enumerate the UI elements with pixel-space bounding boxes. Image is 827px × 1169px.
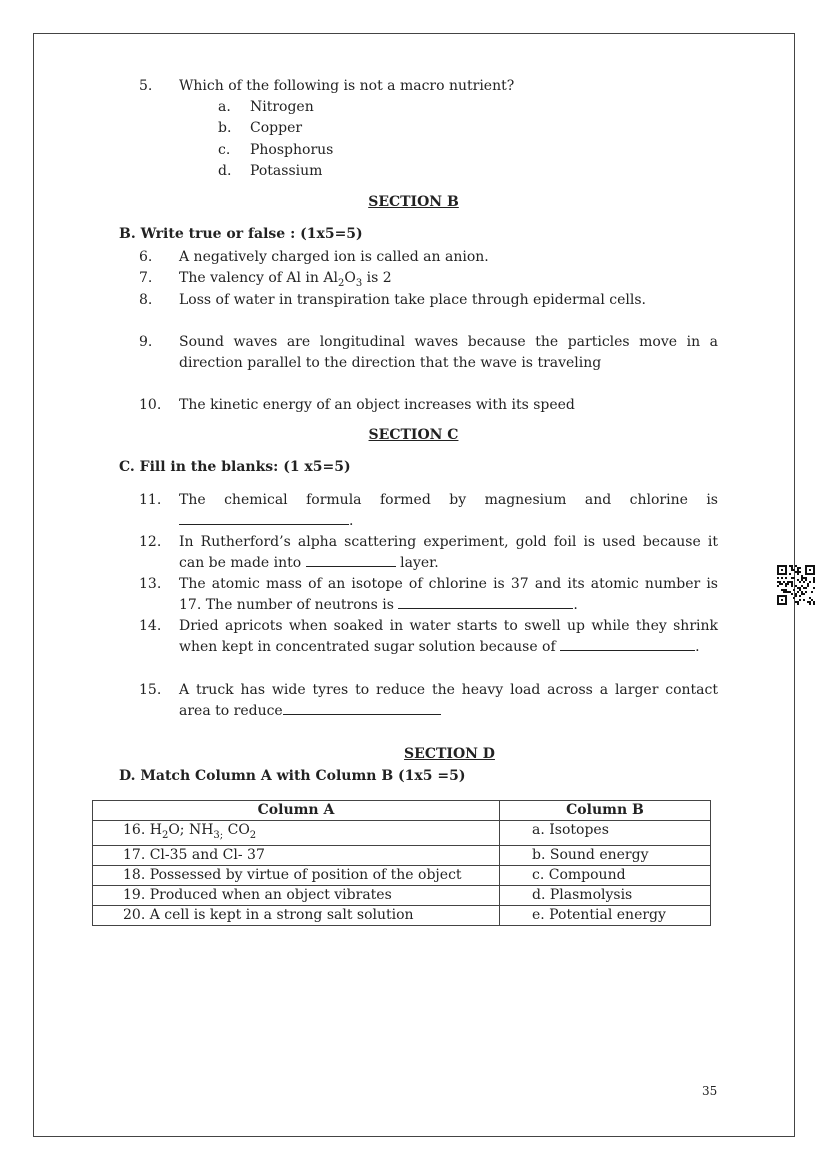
question-7: 7. The valency of Al in $Al_2O_3$ is 2 — [139, 270, 392, 289]
column-b-cell: d. Plasmolysis — [500, 885, 711, 905]
answer-blank — [179, 512, 349, 525]
column-a-cell: 17. Cl-35 and Cl- 37 — [93, 845, 500, 865]
question-15: 15. A truck has wide tyres to reduce the heavy load across a larger contact area to reduce — [139, 682, 718, 719]
question-text: Sound waves are longitudinal waves because the particles move in a direction parallel to the direction that the wave is traveling — [179, 334, 718, 371]
question-text: Dried apricots when soaked in water starts to swell up while they shrink when kept in concentrated sugar solution because of . — [179, 618, 718, 655]
table-row — [93, 885, 711, 905]
option-a: a. Nitrogen — [218, 99, 314, 115]
column-b-cell: a. Isotopes — [500, 821, 711, 846]
qr-code-icon — [777, 565, 815, 605]
answer-blank — [306, 554, 396, 567]
column-a-header: Column A — [93, 801, 500, 821]
question-5: 5. Which of the following is not a macro nutrient? — [139, 78, 515, 94]
question-8: 8. Loss of water in transpiration take place through epidermal cells. — [139, 292, 646, 308]
question-text: The chemical formula formed by magnesium and chlorine is . — [179, 492, 718, 529]
page-number: 35 — [702, 1084, 718, 1098]
option-b: b. Copper — [218, 120, 303, 137]
section-b-heading: B. Write true or false : (1x5=5) — [119, 226, 363, 242]
question-14: 14. Dried apricots when soaked in water starts to swell up while they shrink when kept in concentrated sugar solution because of . — [139, 618, 718, 655]
answer-blank — [398, 596, 573, 609]
question-12: 12. In Rutherford’s alpha scattering experiment, gold foil is used because it can be made into layer. — [139, 534, 718, 571]
question-10: 10. The kinetic energy of an object increases with its speed — [139, 397, 575, 413]
question-text: The kinetic energy of an object increases with its speed — [179, 397, 575, 413]
answer-blank — [283, 702, 441, 715]
question-text: Loss of water in transpiration take place through epidermal cells. — [179, 292, 646, 308]
column-b-header: Column B — [500, 801, 711, 821]
option-c: c. Phosphorus — [218, 141, 334, 158]
table-row — [93, 905, 711, 925]
column-b-cell: b. Sound energy — [500, 845, 711, 865]
question-text: A negatively charged ion is called an anion. — [179, 249, 489, 265]
option-d: d. Potassium — [218, 162, 323, 179]
column-a-cell: 16. $H_2O$; $NH_{3;}$ $CO_2$ — [93, 821, 500, 846]
question-text: The valency of Al in $Al_2O_3$ is 2 — [179, 270, 392, 289]
question-text: A truck has wide tyres to reduce the heavy load across a larger contact area to reduce — [179, 682, 718, 719]
question-6: 6. A negatively charged ion is called an anion. — [139, 249, 489, 265]
section-c-heading: C. Fill in the blanks: (1 x5=5) — [119, 459, 351, 475]
question-9: 9. Sound waves are longitudinal waves because the particles move in a direction parallel to the direction that the wave is traveling — [139, 334, 718, 371]
section-c-title: SECTION C — [368, 427, 459, 443]
section-d-title: SECTION D — [404, 746, 495, 762]
column-b-cell: c. Compound — [500, 865, 711, 885]
column-a-cell: 20. A cell is kept in a strong salt solution — [93, 905, 500, 925]
question-text: In Rutherford’s alpha scattering experiment, gold foil is used because it can be made into layer. — [179, 534, 718, 571]
question-11: 11. The chemical formula formed by magnesium and chlorine is . — [139, 492, 718, 529]
table-row — [93, 865, 711, 885]
question-13: 13. The atomic mass of an isotope of chlorine is 37 and its atomic number is 17. The number of neutrons is . — [139, 576, 718, 613]
column-b-cell: e. Potential energy — [500, 905, 711, 925]
section-b-title: SECTION B — [368, 194, 459, 210]
question-text: The atomic mass of an isotope of chlorine is 37 and its atomic number is 17. The number of neutrons is . — [179, 576, 718, 613]
column-a-cell: 19. Produced when an object vibrates — [93, 885, 500, 905]
table-row — [93, 821, 711, 846]
section-d-heading: D. Match Column A with Column B (1x5 =5) — [119, 768, 466, 784]
table-row — [93, 845, 711, 865]
answer-blank — [560, 638, 695, 651]
match-table — [92, 800, 711, 926]
question-text: Which of the following is not a macro nutrient? — [179, 78, 515, 94]
column-a-cell: 18. Possessed by virtue of position of the object — [93, 865, 500, 885]
